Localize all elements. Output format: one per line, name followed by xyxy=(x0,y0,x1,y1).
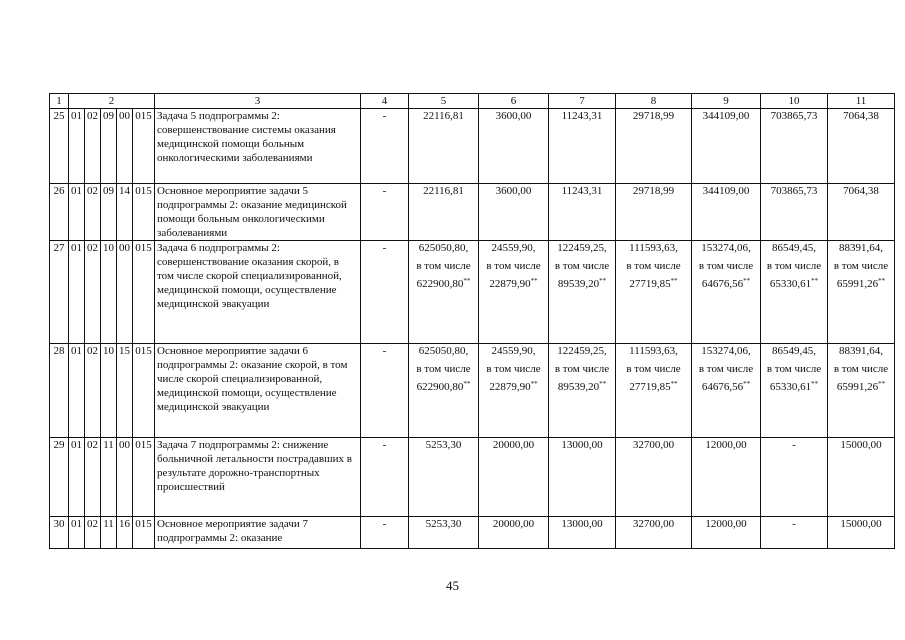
value-total: 24559,90, xyxy=(491,242,536,254)
header-cell: 8 xyxy=(616,94,692,109)
value-cell xyxy=(692,517,761,549)
value-total: 111593,63, xyxy=(629,242,678,254)
table-row xyxy=(50,438,895,517)
value-text: 7064,38 xyxy=(843,110,879,122)
footnote-mark: ** xyxy=(530,380,538,388)
value-cell xyxy=(692,184,761,241)
footnote-mark: ** xyxy=(463,277,471,285)
value-amount: 89539,20 xyxy=(557,278,600,290)
value-text: 7064,38 xyxy=(843,185,879,197)
table-row xyxy=(50,184,895,241)
value-including-amount xyxy=(763,380,825,394)
value-including-label: в том числе xyxy=(554,363,610,375)
column-4-cell: - xyxy=(361,438,409,517)
value-cell xyxy=(409,517,479,549)
value-cell xyxy=(479,438,549,517)
value-text: 703865,73 xyxy=(770,110,818,122)
value-text: 703865,73 xyxy=(770,185,818,197)
value-total: 111593,63, xyxy=(629,345,678,357)
value-total: 86549,45, xyxy=(772,345,816,357)
code-cell: 16 xyxy=(117,517,133,549)
value-including-label: в том числе xyxy=(833,363,889,375)
description-cell: Задача 5 подпрограммы 2: совершенствование системы оказания медицинской помощи больным онкологическими заболеваниями xyxy=(155,109,361,184)
code-cell: 015 xyxy=(133,109,155,184)
column-4-cell: - xyxy=(361,241,409,344)
value-amount: 27719,85 xyxy=(629,381,671,393)
row-number: 26 xyxy=(50,184,69,241)
footnote-mark: ** xyxy=(599,380,607,388)
value-total: 122459,25, xyxy=(557,242,607,254)
value-including-label: в том числе xyxy=(554,260,610,272)
value-text: 344109,00 xyxy=(702,185,750,197)
code-cell: 02 xyxy=(85,344,101,438)
value-text: 32700,00 xyxy=(632,518,675,530)
value-including-amount xyxy=(551,380,613,394)
value-cell xyxy=(692,438,761,517)
value-cell xyxy=(409,241,479,344)
value-cell xyxy=(761,109,828,184)
value-amount: 622900,80 xyxy=(416,381,464,393)
value-amount: 65330,61 xyxy=(769,381,812,393)
footnote-mark: ** xyxy=(670,380,678,388)
value-text: 13000,00 xyxy=(561,439,603,451)
code-cell: 02 xyxy=(85,241,101,344)
value-text: 11243,31 xyxy=(561,185,603,197)
code-cell: 10 xyxy=(101,344,117,438)
row-number: 29 xyxy=(50,438,69,517)
value-including-label: в том числе xyxy=(626,363,681,375)
header-cell: 6 xyxy=(479,94,549,109)
value-including-label: в том числе xyxy=(698,260,754,272)
value-cell xyxy=(409,184,479,241)
value-amount: 89539,20 xyxy=(557,381,600,393)
value-cell xyxy=(761,517,828,549)
value-total: 153274,06, xyxy=(701,345,751,357)
value-amount: 65991,26 xyxy=(836,381,879,393)
value-cell xyxy=(692,109,761,184)
code-cell: 00 xyxy=(117,438,133,517)
header-cell: 1 xyxy=(50,94,69,109)
value-text: - xyxy=(792,518,796,530)
value-including-label: в том числе xyxy=(698,363,754,375)
value-cell xyxy=(828,517,895,549)
value-cell xyxy=(549,241,616,344)
code-cell: 01 xyxy=(69,344,85,438)
footnote-mark: ** xyxy=(811,380,819,388)
code-cell: 015 xyxy=(133,344,155,438)
code-cell: 10 xyxy=(101,241,117,344)
value-cell xyxy=(479,344,549,438)
code-cell: 01 xyxy=(69,241,85,344)
value-cell xyxy=(692,241,761,344)
value-cell xyxy=(616,438,692,517)
footnote-mark: ** xyxy=(878,380,886,388)
header-cell: 9 xyxy=(692,94,761,109)
footnote-mark: ** xyxy=(463,380,471,388)
code-cell: 15 xyxy=(117,344,133,438)
header-row xyxy=(50,94,895,109)
value-amount: 64676,56 xyxy=(701,278,744,290)
footnote-mark: ** xyxy=(743,277,751,285)
code-cell: 02 xyxy=(85,438,101,517)
value-including-amount xyxy=(411,277,476,291)
value-cell xyxy=(616,517,692,549)
value-including-label: в том числе xyxy=(486,363,541,375)
description-cell: Основное мероприятие задачи 7 подпрограммы 2: оказание xyxy=(155,517,361,549)
code-cell: 02 xyxy=(85,184,101,241)
code-cell: 11 xyxy=(101,517,117,549)
value-cell xyxy=(616,184,692,241)
footnote-mark: ** xyxy=(530,277,538,285)
page-number: 45 xyxy=(446,578,459,593)
description-cell: Задача 7 подпрограммы 2: снижение больничной летальности пострадавших в результате дорожно-транспортных происшествий xyxy=(155,438,361,517)
value-total: 625050,80, xyxy=(418,345,469,357)
table-row xyxy=(50,241,895,344)
value-cell xyxy=(549,184,616,241)
value-text: 12000,00 xyxy=(705,439,747,451)
column-4-cell: - xyxy=(361,109,409,184)
value-total: 625050,80, xyxy=(418,242,469,254)
header-cell: 11 xyxy=(828,94,895,109)
value-amount: 27719,85 xyxy=(629,278,671,290)
code-cell: 02 xyxy=(85,109,101,184)
value-text: 32700,00 xyxy=(632,439,675,451)
value-cell xyxy=(409,109,479,184)
code-cell: 00 xyxy=(117,241,133,344)
code-cell: 01 xyxy=(69,109,85,184)
value-cell xyxy=(828,344,895,438)
value-text: 3600,00 xyxy=(495,110,532,122)
value-total: 86549,45, xyxy=(772,242,816,254)
code-cell: 02 xyxy=(85,517,101,549)
value-text: 22116,81 xyxy=(423,110,464,122)
header-cell: 10 xyxy=(761,94,828,109)
value-text: 15000,00 xyxy=(840,439,882,451)
code-cell: 01 xyxy=(69,184,85,241)
value-text: 5253,30 xyxy=(425,518,462,530)
value-including-amount xyxy=(481,380,546,394)
value-text: 22116,81 xyxy=(423,185,464,197)
value-including-label: в том числе xyxy=(486,260,541,272)
value-amount: 65330,61 xyxy=(769,278,812,290)
row-number: 30 xyxy=(50,517,69,549)
value-cell xyxy=(549,438,616,517)
budget-table xyxy=(49,93,895,549)
value-text: 13000,00 xyxy=(561,518,603,530)
value-text: 20000,00 xyxy=(492,439,535,451)
value-including-amount xyxy=(694,277,758,291)
footnote-mark: ** xyxy=(670,277,678,285)
value-cell xyxy=(479,517,549,549)
value-cell xyxy=(549,517,616,549)
value-text: 15000,00 xyxy=(840,518,882,530)
value-including-amount xyxy=(618,277,689,291)
value-including-label: в том числе xyxy=(416,363,471,375)
code-cell: 01 xyxy=(69,517,85,549)
value-including-amount xyxy=(551,277,613,291)
value-cell xyxy=(616,109,692,184)
value-amount: 22879,90 xyxy=(489,278,531,290)
value-text: 20000,00 xyxy=(492,518,535,530)
value-text: 29718,99 xyxy=(632,110,675,122)
code-cell: 14 xyxy=(117,184,133,241)
header-cell: 3 xyxy=(155,94,361,109)
value-including-label: в том числе xyxy=(626,260,681,272)
value-cell xyxy=(761,344,828,438)
value-cell xyxy=(479,109,549,184)
column-4-cell: - xyxy=(361,184,409,241)
value-cell xyxy=(549,109,616,184)
value-total: 88391,64, xyxy=(839,242,883,254)
value-text: 344109,00 xyxy=(702,110,750,122)
header-cell: 4 xyxy=(361,94,409,109)
code-cell: 015 xyxy=(133,517,155,549)
value-text: 12000,00 xyxy=(705,518,747,530)
column-4-cell: - xyxy=(361,517,409,549)
header-cell: 2 xyxy=(69,94,155,109)
value-text: - xyxy=(792,439,796,451)
description-cell: Основное мероприятие задачи 5 подпрограммы 2: оказание медицинской помощи больным онкологическими заболеваниями xyxy=(155,184,361,241)
code-cell: 09 xyxy=(101,109,117,184)
value-cell xyxy=(479,184,549,241)
value-including-amount xyxy=(830,277,892,291)
code-cell: 01 xyxy=(69,438,85,517)
value-total: 88391,64, xyxy=(839,345,883,357)
code-cell: 015 xyxy=(133,184,155,241)
value-including-amount xyxy=(830,380,892,394)
value-amount: 622900,80 xyxy=(416,278,464,290)
description-cell: Задача 6 подпрограммы 2: совершенствование оказания скорой, в том числе скорой специализированной, медицинской помощи, осуществление медицинской эвакуации xyxy=(155,241,361,344)
value-cell xyxy=(549,344,616,438)
footnote-mark: ** xyxy=(811,277,819,285)
header-cell: 7 xyxy=(549,94,616,109)
value-text: 11243,31 xyxy=(561,110,603,122)
row-number: 28 xyxy=(50,344,69,438)
footnote-mark: ** xyxy=(599,277,607,285)
value-cell xyxy=(616,344,692,438)
value-total: 24559,90, xyxy=(491,345,536,357)
footnote-mark: ** xyxy=(743,380,751,388)
row-number: 25 xyxy=(50,109,69,184)
value-cell xyxy=(761,184,828,241)
value-including-label: в том числе xyxy=(833,260,889,272)
code-cell: 00 xyxy=(117,109,133,184)
table-row xyxy=(50,517,895,549)
value-cell xyxy=(761,241,828,344)
value-cell xyxy=(828,438,895,517)
value-cell xyxy=(409,438,479,517)
code-cell: 09 xyxy=(101,184,117,241)
value-amount: 22879,90 xyxy=(489,381,531,393)
value-cell xyxy=(828,184,895,241)
value-including-amount xyxy=(763,277,825,291)
footnote-mark: ** xyxy=(878,277,886,285)
description-cell: Основное мероприятие задачи 6 подпрограммы 2: оказание скорой, в том числе скорой специализированной, медицинской помощи, осуществление медицинской эвакуации xyxy=(155,344,361,438)
value-cell xyxy=(828,109,895,184)
code-cell: 015 xyxy=(133,241,155,344)
value-cell xyxy=(616,241,692,344)
value-cell xyxy=(828,241,895,344)
code-cell: 11 xyxy=(101,438,117,517)
value-text: 5253,30 xyxy=(425,439,462,451)
row-number: 27 xyxy=(50,241,69,344)
table-row xyxy=(50,344,895,438)
value-amount: 64676,56 xyxy=(701,381,744,393)
value-text: 29718,99 xyxy=(632,185,675,197)
value-including-label: в том числе xyxy=(766,260,822,272)
value-text: 3600,00 xyxy=(495,185,532,197)
value-including-label: в том числе xyxy=(416,260,471,272)
code-cell: 015 xyxy=(133,438,155,517)
value-including-amount xyxy=(411,380,476,394)
value-cell xyxy=(409,344,479,438)
column-4-cell: - xyxy=(361,344,409,438)
header-cell: 5 xyxy=(409,94,479,109)
value-total: 153274,06, xyxy=(701,242,751,254)
value-including-amount xyxy=(694,380,758,394)
value-cell xyxy=(692,344,761,438)
value-amount: 65991,26 xyxy=(836,278,879,290)
value-total: 122459,25, xyxy=(557,345,607,357)
value-cell xyxy=(761,438,828,517)
value-including-label: в том числе xyxy=(766,363,822,375)
table-row xyxy=(50,109,895,184)
value-cell xyxy=(479,241,549,344)
value-including-amount xyxy=(618,380,689,394)
value-including-amount xyxy=(481,277,546,291)
